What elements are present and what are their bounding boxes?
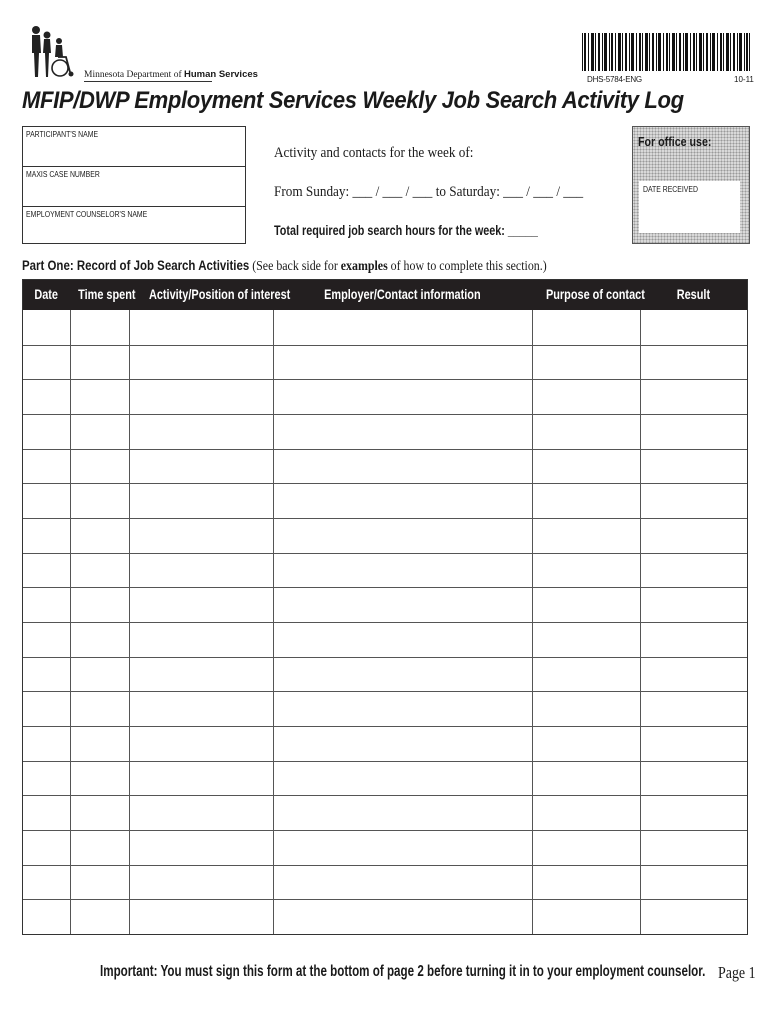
row-divider <box>23 483 747 484</box>
row-divider <box>23 691 747 692</box>
table-row[interactable] <box>23 379 747 414</box>
row-divider <box>23 899 747 900</box>
table-row[interactable] <box>23 795 747 830</box>
page-title: MFIP/DWP Employment Services Weekly Job Search Activity Log <box>22 87 684 114</box>
table-row[interactable] <box>23 761 747 796</box>
dhs-logo-icon <box>26 24 78 78</box>
office-use-box <box>632 126 750 244</box>
row-divider <box>23 414 747 415</box>
column-header-activity: Activity/Position of interest <box>148 286 291 302</box>
table-row[interactable] <box>23 587 747 622</box>
date-received-field: DATE RECEIVED <box>639 181 740 233</box>
table-row[interactable] <box>23 518 747 553</box>
logo-divider <box>84 81 212 82</box>
column-header-employer: Employer/Contact information <box>324 286 481 302</box>
table-row[interactable] <box>23 830 747 865</box>
row-divider <box>23 865 747 866</box>
table-row[interactable] <box>23 657 747 692</box>
table-row[interactable] <box>23 449 747 484</box>
table-row[interactable] <box>23 483 747 518</box>
table-row[interactable] <box>23 865 747 900</box>
form-id: DHS-5784-ENG <box>587 75 642 84</box>
column-header-time-spent: Time spent <box>78 286 136 302</box>
table-row[interactable] <box>23 414 747 449</box>
table-row[interactable] <box>23 899 747 934</box>
total-hours-field[interactable]: Total required job search hours for the week: _____ <box>274 223 538 238</box>
counselor-name-field[interactable]: EMPLOYMENT COUNSELOR'S NAME <box>26 210 148 219</box>
participant-name-field[interactable]: PARTICIPANT'S NAME <box>23 127 245 167</box>
row-divider <box>23 795 747 796</box>
part-one-heading: Part One: Record of Job Search Activities (See back side for examples of how to complete this section.) <box>22 258 547 274</box>
week-date-range-field[interactable]: From Sunday: ___ / ___ / ___ to Saturday: ___ / ___ / ___ <box>274 184 584 200</box>
row-divider <box>23 379 747 380</box>
maxis-case-number-field[interactable]: MAXIS CASE NUMBER <box>23 167 245 207</box>
job-search-log-table <box>22 279 748 935</box>
row-divider <box>23 657 747 658</box>
signature-notice: Important: You must sign this form at the bottom of page 2 before turning it in to your employment counselor. <box>100 963 706 980</box>
table-row[interactable] <box>23 310 747 345</box>
table-row[interactable] <box>23 691 747 726</box>
row-divider <box>23 761 747 762</box>
row-divider <box>23 830 747 831</box>
row-divider <box>23 587 747 588</box>
office-use-title: For office use: <box>638 134 712 149</box>
barcode-icon <box>582 33 750 71</box>
row-divider <box>23 726 747 727</box>
agency-name: Minnesota Department of Human Services <box>84 69 258 80</box>
row-divider <box>23 345 747 346</box>
table-row[interactable] <box>23 622 747 657</box>
table-row[interactable] <box>23 553 747 588</box>
column-header-result: Result <box>676 286 711 302</box>
page-number: Page 1 <box>718 963 756 982</box>
table-header <box>23 280 747 310</box>
participant-info-box <box>22 126 246 244</box>
row-divider <box>23 449 747 450</box>
form-revision: 10-11 <box>734 75 754 84</box>
row-divider <box>23 518 747 519</box>
column-header-purpose: Purpose of contact <box>545 286 645 302</box>
row-divider <box>23 553 747 554</box>
row-divider <box>23 622 747 623</box>
activity-week-label: Activity and contacts for the week of: <box>274 145 474 161</box>
column-header-date: Date <box>34 286 59 302</box>
table-row[interactable] <box>23 345 747 380</box>
table-row[interactable] <box>23 726 747 761</box>
